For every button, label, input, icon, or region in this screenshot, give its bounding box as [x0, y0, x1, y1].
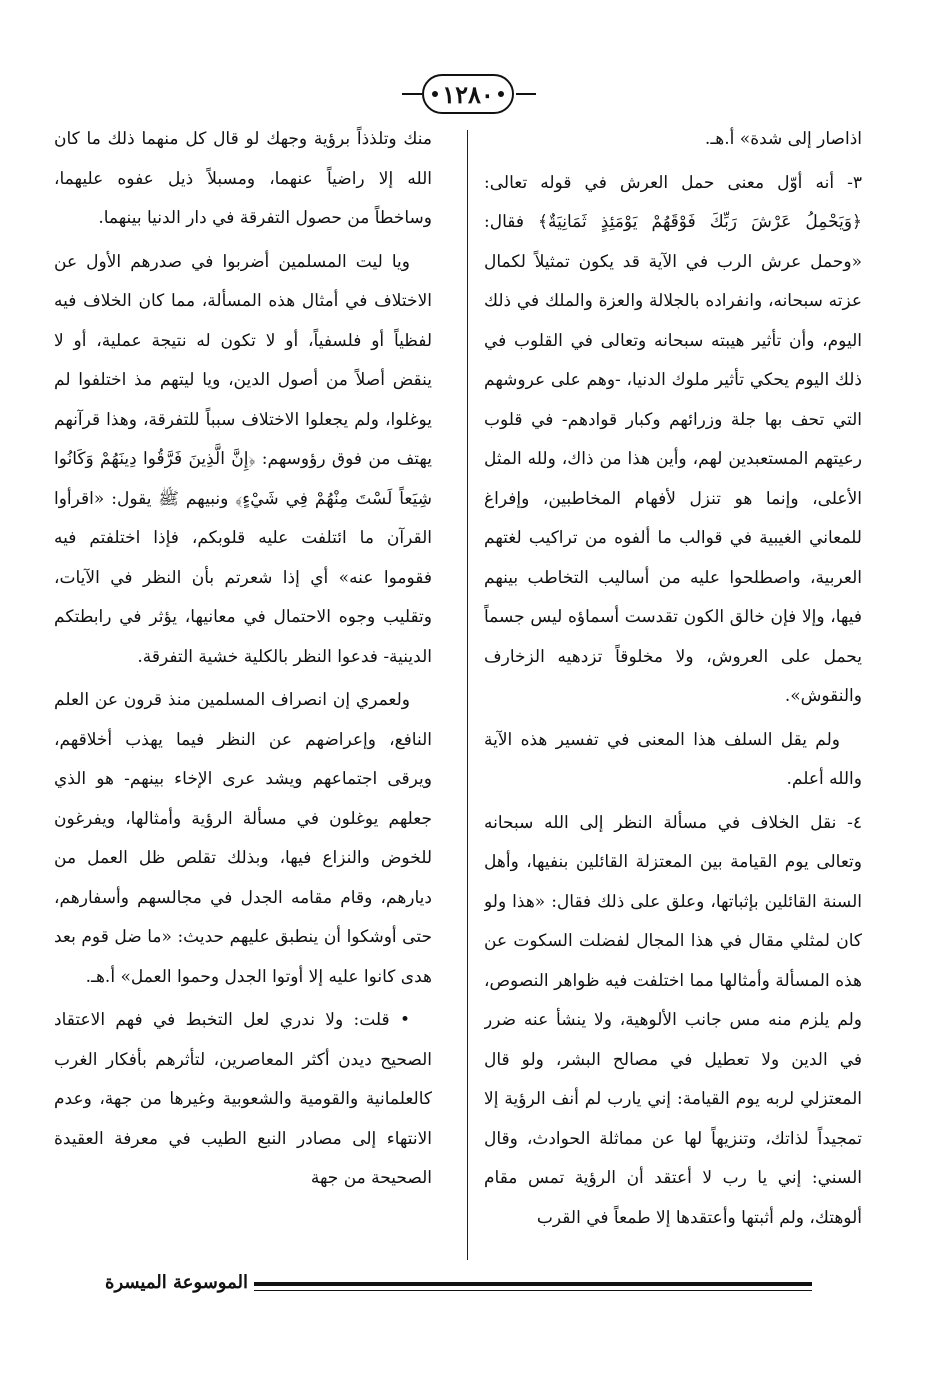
left-column-paragraph-3: ولعمري إن انصراف المسلمين منذ قرون عن العلم النافع، وإعراضهم عن النظر فيما يهذب أخلاقهم، ويرقى اجتماعهم ويشد عرى الإخاء بينهم- هو الذي جعلهم يوغلون في مسألة الرؤية وأمثالها، ويفرغون للخوض والنزاع فيها، وبذلك تقلص ظل العمل من ديارهم، وقام مقامه الجدل في مجالسهم وأسفارهم، حتى أوشكوا أن ينطبق عليهم حديث: «ما ضل قوم بعد هدى كانوا عليه إلا أوتوا الجدل وحموا العمل» أ.هـ. [54, 690, 432, 987]
left-column-paragraph-2: ويا ليت المسلمين أضربوا في صدرهم الأول عن الاختلاف في أمثال هذه المسألة، مما كان الخلاف فيه لفظياً أو فلسفياً، أو لا تكون له نتيجة عملية، أو لا ينقض أصلاً من أصول الدين، ويا ليتهم مذ اختلفوا لم يوغلوا، ولم يجعلوا الاختلاف سبباً للتفرقة، وهذا قرآنهم يهتف من فوق رؤوسهم: ﴿إِنَّ الَّذِينَ فَرَّقُوا دِينَهُمْ وَكَانُوا شِيَعاً لَسْتَ مِنْهُمْ فِي شَيْءٍ﴾ ونبيهم ﷺ يقول: «اقرأوا القرآن ما ائتلفت عليه قلوبكم، فإذا اختلفتم فيه فقوموا عنه» أي إذا شعرتم بأن النظر في الآيات، وتقليب وجوه الاحتمال في معانيها، يؤثر في رابطتكم الدينية- فدعوا النظر بالكلية خشية التفرقة. [54, 251, 432, 667]
header-rule-left [402, 93, 422, 95]
footer-title: الموسوعة الميسرة [105, 1272, 248, 1293]
page-number: ١٢٨٠ [422, 74, 514, 114]
footer-rule-thick [254, 1282, 812, 1286]
header-rule-right [516, 93, 536, 95]
left-column [54, 120, 432, 1260]
column-divider [467, 130, 468, 1260]
left-column-paragraph-1: منك وتلذذاً برؤية وجهك لو قال كل منهما ذلك ما كان الله إلا راضياً عنهما، ومسبلاً ذيل عفوه عليهما، وساخطاً من حصول التفرقة في دار الدنيا بينهما. [54, 129, 432, 228]
right-column-paragraph-4: ٤- نقل الخلاف في مسألة النظر إلى الله سبحانه وتعالى يوم القيامة بين المعتزلة القائلين بنفيها، وأهل السنة القائلين بإثباتها، وعلق على ذلك فقال: «هذا ولو كان لمثلي مقال في هذا المجال لفضلت السكوت عن هذه المسألة وأمثالها مما اختلفت فيه ظواهر النصوص، ولم يلزم منه مس جانب الألوهية، ولا ينشأ عنه ضرر في الدين ولا تعطيل في مصالح البشر، ولو قال المعتزلي لربه يوم القيامة: إني يارب لم أنف الرؤية إلا تمجيداً لذاتك، وتنزيهاً لها عن مماثلة الحوادث، وقال السني: إني يا رب لا أعتقد أن الرؤية تمس مقام ألوهتك، ولم أثبتها وأعتقدها إلا طمعاً في القرب [484, 812, 862, 1228]
right-column-paragraph-1: اذاصار إلى شدة» أ.هـ. [704, 129, 862, 149]
footer-rule-thin [254, 1290, 812, 1291]
left-column-paragraph-4: • قلت: ولا ندري لعل التخبط في فهم الاعتقاد الصحيح ديدن أكثر المعاصرين، لتأثرهم بأفكار الغرب كالعلمانية والقومية والشعوبية وغيرها من جهة، وعدم الانتهاء إلى مصادر النبع الطيب في معرفة العقيدة الصحيحة من جهة [54, 1010, 432, 1188]
right-column-paragraph-3: ولم يقل السلف هذا المعنى في تفسير هذه الآية والله أعلم. [484, 729, 862, 789]
right-column [484, 120, 862, 1260]
right-column-paragraph-2: ٣- أنه أوّل معنى حمل العرش في قوله تعالى: ﴿وَيَحْمِلُ عَرْشَ رَبِّكَ فَوْقَهُمْ يَوْمَئِذٍ ثَمَانِيَةٌ﴾ فقال: «وحمل عرش الرب في الآية قد يكون تمثيلاً لكمال عزته سبحانه، وانفراده بالجلالة والعزة والملك في ذلك اليوم، وأن تأثير هيبته سبحانه وتعالى في القلوب في ذلك اليوم يحكي تأثير ملوك الدنيا، -وهم على عروشهم التي تحف بها جلة وزرائهم وكبار قوادهم- في قلوب رعيتهم المستعبدين لهم، وأين هذا من ذاك، ولله المثل الأعلى، وإنما هو تنزل لأفهام المخاطبين، وإفراغ للمعاني الغيبية في قوالب ما ألفوه من تراكيب لغتهم العربية، واصطلحوا عليه من أساليب التخاطب بينهم فيها، وإلا فإن خالق الكون تقدست أسماؤه ليس جسماً يحمل على العروش، ولا مخلوقاً تزدهيه الزخارف والنقوش». [484, 172, 862, 706]
